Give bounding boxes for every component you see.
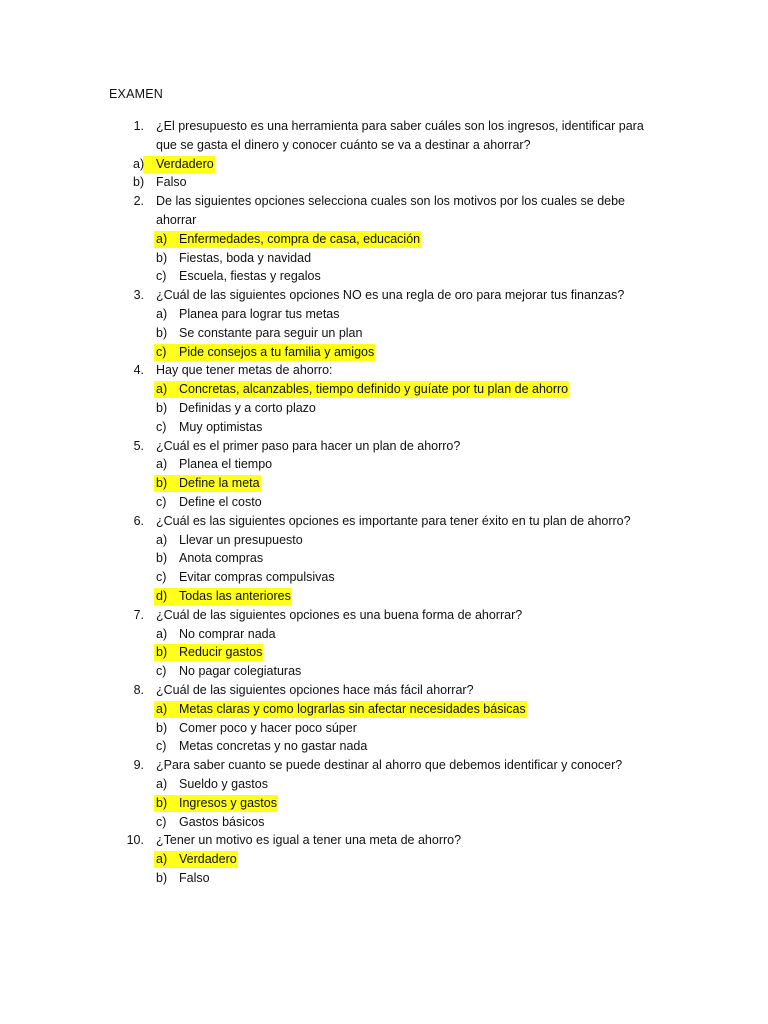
option-label: b) [156,720,168,735]
option-text: Define la meta [179,476,260,491]
option-text: Enfermedades, compra de casa, educación [179,231,421,246]
option-label: a) [156,457,168,472]
option-text: Muy optimistas [179,419,263,434]
option-text: Metas claras y como lograrlas sin afectar necesidades básicas [179,701,526,716]
question-text: ¿El presupuesto es una herramienta para saber cuáles son los ingresos, identificar para [156,119,644,133]
option-label: c) [156,344,167,359]
option-text: Gastos básicos [179,814,265,829]
option-label: c) [156,664,167,679]
option-text: Fiestas, boda y navidad [179,250,312,265]
option-text: Se constante para seguir un plan [179,325,363,340]
question-number: 7. [133,607,144,622]
option-label: c) [156,419,167,434]
option-text: Falso [156,175,187,190]
option-label: b) [156,551,168,566]
option-label: a) [156,852,168,867]
question-number: 5. [133,438,144,453]
option-label: b) [156,476,168,491]
question-number: 8. [133,683,144,697]
question-number: 2. [133,194,144,209]
question-text: ¿Cuál es las siguientes opciones es importante para tener éxito en tu plan de ahorro? [156,513,631,528]
question-text: ¿Tener un motivo es igual a tener una meta de ahorro? [156,833,462,848]
option-label: b) [156,645,168,660]
option-text: Define el costo [179,495,262,509]
option-text: Verdadero [179,852,237,867]
question-text: ¿Para saber cuanto se puede destinar al ahorro que debemos identificar y conocer? [156,758,623,773]
option-text: Definidas y a corto plazo [179,401,316,415]
option-label: c) [156,495,167,509]
option-text: Ingresos y gastos [179,795,277,810]
exam-title: EXAMEN [109,87,163,101]
option-text: No pagar colegiaturas [179,664,302,679]
option-label: b) [156,871,168,885]
question-number: 9. [133,758,144,773]
option-text: No comprar nada [179,626,276,641]
option-label: c) [156,739,167,754]
option-text: Llevar un presupuesto [179,532,303,547]
question-number: 6. [133,513,144,528]
option-text: Planea para lograr tus metas [179,307,340,321]
option-label: c) [156,570,167,585]
option-text: Evitar compras compulsivas [179,570,335,585]
option-label: a) [156,532,168,547]
option-label: b) [156,250,168,265]
option-label: b) [156,795,168,810]
question-text: que se gasta el dinero y conocer cuánto se va a destinar a ahorrar? [156,137,531,152]
option-text: Reducir gastos [179,645,263,660]
question-number: 10. [126,833,144,848]
option-text: Falso [179,871,210,885]
question-text: ¿Cuál es el primer paso para hacer un plan de ahorro? [156,438,461,453]
option-text: Verdadero [156,156,214,171]
option-text: Anota compras [179,551,264,566]
option-text: Comer poco y hacer poco súper [179,720,357,735]
option-label: d) [156,589,168,603]
option-label: c) [156,814,167,829]
option-text: Planea el tiempo [179,457,273,472]
option-label: a) [156,626,168,641]
option-label: a) [156,777,168,791]
option-label: b) [156,401,168,415]
option-text: Todas las anteriores [179,589,291,603]
option-label: b) [133,175,145,190]
option-label: a) [156,307,168,321]
option-text: Concretas, alcanzables, tiempo definido y guíate por tu plan de ahorro [179,382,569,397]
option-label: b) [156,325,168,340]
option-label: a) [133,156,145,171]
question-text: ¿Cuál de las siguientes opciones hace más fácil ahorrar? [156,683,474,697]
question-text: De las siguientes opciones selecciona cuales son los motivos por los cuales se debe [156,194,626,209]
option-label: c) [156,269,167,284]
option-label: a) [156,382,168,397]
question-text: ¿Cuál de las siguientes opciones es una buena forma de ahorrar? [156,607,523,622]
option-text: Escuela, fiestas y regalos [179,269,321,284]
option-label: a) [156,701,168,716]
question-text: ahorrar [156,213,197,227]
option-text: Metas concretas y no gastar nada [179,739,368,754]
option-text: Pide consejos a tu familia y amigos [179,344,375,359]
question-text: Hay que tener metas de ahorro: [156,363,333,378]
question-text: ¿Cuál de las siguientes opciones NO es una regla de oro para mejorar tus finanzas? [156,288,625,303]
option-text: Sueldo y gastos [179,777,268,791]
option-label: a) [156,231,168,246]
question-number: 1. [133,119,144,133]
question-number: 3. [133,288,144,303]
question-number: 4. [133,363,144,378]
